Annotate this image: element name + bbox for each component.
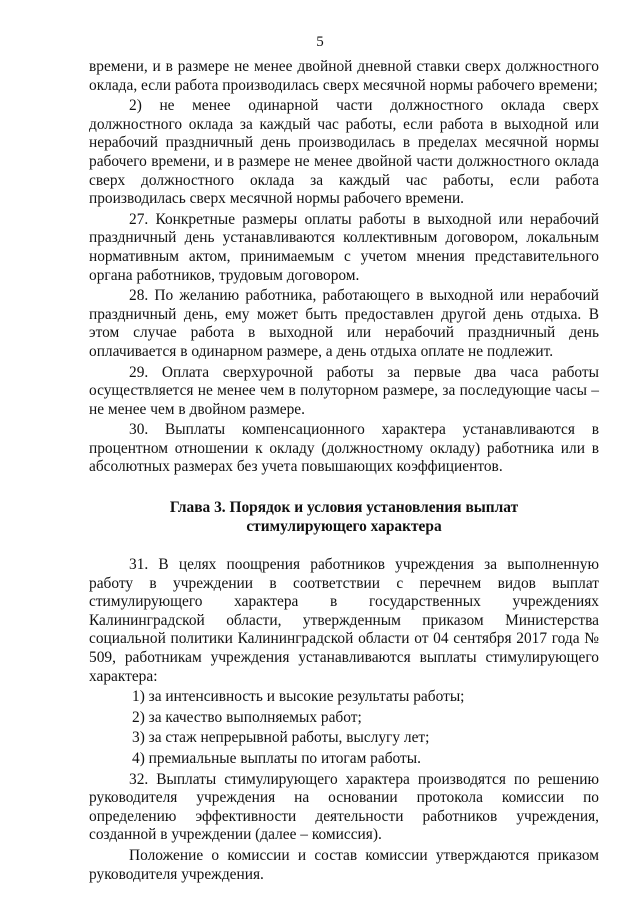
paragraph-28: 28. По желанию работника, работающего в выходной или нерабочий праздничный день, ему может быть предоставлен другой день отдыха. В этом случае работа в выходной или нерабочий праздничный день оплачивается в одинарном размере, а день отдыха оплате не подлежит. [89, 287, 599, 360]
paragraph-32: 32. Выплаты стимулирующего характера производятся по решению руководителя учреждения на основании протокола комиссии по определению эффективности деятельности работников учреждения, созданной в учреждении (далее – комиссия). [89, 770, 599, 844]
list-item: 1) за интенсивность и высокие результаты работы; [132, 688, 465, 706]
list-item: 2) за качество выполняемых работ; [132, 708, 362, 726]
paragraph-commission: Положение о комиссии и состав комиссии утверждаются приказом руководителя учреждения. [89, 846, 599, 883]
page-number: 5 [316, 34, 324, 50]
chapter-heading [89, 498, 599, 536]
paragraph-item-2: 2) не менее одинарной части должностного оклада сверх должностного оклада за каждый час работы, если работа в выходной или нерабочий праздничный день производилась в пределах месячной нормы рабочего времени, и в размере не менее двойной части должностного оклада сверх должностного оклада за каждый час работы, если работа производилась сверх месячной нормы рабочего времени. [89, 97, 599, 208]
paragraph-29: 29. Оплата сверхурочной работы за первые два часа работы осуществляется не менее чем в полуторном размере, за последующие часы – не менее чем в двойном размере. [89, 363, 599, 418]
chapter-heading-line-1: Глава 3. Порядок и условия установления выплат [169, 499, 519, 517]
list-item: 4) премиальные выплаты по итогам работы. [132, 750, 421, 767]
document-body [89, 58, 599, 886]
paragraph-27: 27. Конкретные размеры оплаты работы в выходной или нерабочий праздничный день устанавливаются коллективным договором, локальным нормативным актом, принимаемым с учетом мнения представительного органа работников, трудовым договором. [89, 210, 599, 284]
paragraph-30: 30. Выплаты компенсационного характера устанавливаются в процентном отношении к окладу (должностному окладу) работника или в абсолютных размерах без учета повышающих коэффициентов. [89, 421, 599, 476]
paragraph-continuation: времени, и в размере не менее двойной дневной ставки сверх должностного оклада, если работа производилась сверх месячной нормы рабочего времени; [89, 58, 599, 94]
list-item: 3) за стаж непрерывной работы, выслугу лет; [132, 729, 430, 747]
chapter-heading-line-2: стимулирующего характера [246, 518, 442, 536]
paragraph-31: 31. В целях поощрения работников учреждения за выполненную работу в учреждении в соответствии с перечнем видов выплат стимулирующего характера в государственных учреждениях Калининградской области, утвержденным приказом Министерства социальной политики Калининградской области от 04 сентября 2017 года № 509, работникам учреждения устанавливаются выплаты стимулирующего характера: [89, 556, 599, 685]
